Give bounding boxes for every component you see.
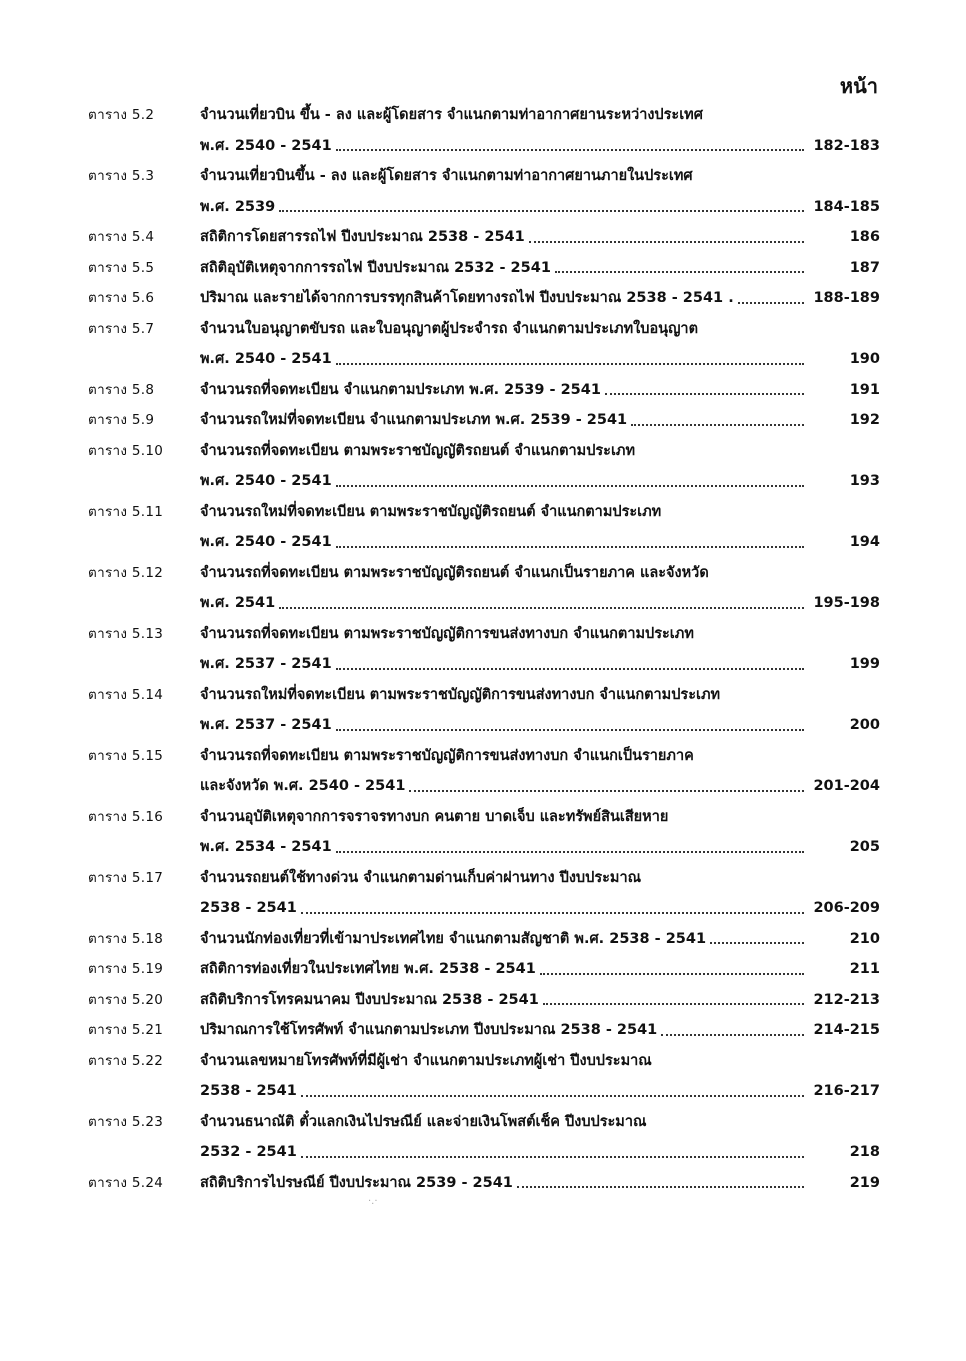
entry-title-continuation: และจังหวัด พ.ศ. 2540 - 2541 bbox=[200, 778, 406, 794]
entry-title: จำนวนรถที่จดทะเบียน ตามพระราชบัญญัติรถยนต์ จำแนกเป็นรายภาค และจังหวัด bbox=[200, 564, 709, 581]
toc-entry bbox=[88, 741, 880, 802]
toc-list bbox=[88, 100, 880, 1198]
dot-leader bbox=[529, 222, 804, 243]
entry-content bbox=[200, 863, 880, 924]
entry-title-continuation: 2532 - 2541 bbox=[200, 1144, 297, 1160]
table-number: ตาราง 5.11 bbox=[88, 503, 164, 520]
entry-content bbox=[200, 253, 880, 284]
entry-content bbox=[200, 924, 880, 955]
toc-entry bbox=[88, 405, 880, 436]
entry-title-continuation: พ.ศ. 2539 bbox=[200, 198, 276, 215]
dot-leader bbox=[710, 924, 804, 945]
dot-leader bbox=[279, 192, 804, 213]
dot-leader bbox=[301, 893, 804, 914]
entry-leader-line bbox=[200, 924, 880, 955]
entry-content bbox=[200, 741, 880, 802]
dot-leader bbox=[336, 527, 804, 548]
entry-title: ปริมาณการใช้โทรศัพท์ จำแนกตามประเภท ปีงบประมาณ 2538 - 2541 bbox=[200, 1022, 658, 1038]
entry-content bbox=[200, 619, 880, 680]
entry-content bbox=[200, 985, 880, 1016]
table-number: ตาราง 5.7 bbox=[88, 320, 155, 337]
table-number: ตาราง 5.20 bbox=[88, 991, 164, 1008]
entry-leader-line bbox=[200, 710, 880, 741]
page-number: 195-198 bbox=[813, 595, 880, 611]
dot-leader bbox=[301, 1137, 804, 1158]
table-number: ตาราง 5.15 bbox=[88, 747, 164, 764]
entry-leader-line bbox=[200, 1015, 880, 1046]
table-number: ตาราง 5.6 bbox=[88, 290, 155, 306]
entry-title: จำนวนรถยนต์ใช้ทางด่วน จำแนกตามด่านเก็บค่าผ่านทาง ปีงบประมาณ bbox=[200, 869, 642, 886]
table-number: ตาราง 5.8 bbox=[88, 381, 155, 398]
table-number: ตาราง 5.24 bbox=[88, 1174, 164, 1191]
entry-title-continuation: พ.ศ. 2541 bbox=[200, 595, 276, 611]
toc-entry bbox=[88, 802, 880, 863]
toc-entry bbox=[88, 954, 880, 985]
page-number: 193 bbox=[849, 473, 880, 489]
entry-leader-line bbox=[200, 527, 880, 558]
toc-entry bbox=[88, 436, 880, 497]
dot-leader bbox=[336, 344, 804, 365]
table-number: ตาราง 5.21 bbox=[88, 1022, 164, 1038]
entry-content bbox=[200, 405, 880, 436]
page-number: 192 bbox=[849, 412, 880, 428]
dot-leader bbox=[336, 649, 804, 670]
table-number: ตาราง 5.16 bbox=[88, 808, 164, 825]
table-number: ตาราง 5.5 bbox=[88, 259, 155, 276]
entry-content bbox=[200, 680, 880, 741]
table-number: ตาราง 5.19 bbox=[88, 961, 164, 977]
toc-entry bbox=[88, 619, 880, 680]
page-number: 199 bbox=[849, 656, 880, 672]
table-number: ตาราง 5.23 bbox=[88, 1113, 164, 1130]
entry-content bbox=[200, 497, 880, 558]
entry-leader-line bbox=[200, 954, 880, 985]
table-number: ตาราง 5.4 bbox=[88, 229, 155, 245]
entry-title-continuation: 2538 - 2541 bbox=[200, 900, 297, 916]
entry-title: สถิติการท่องเที่ยวในประเทศไทย พ.ศ. 2538 - 2541 bbox=[200, 961, 536, 977]
entry-title: จำนวนรถใหม่ที่จดทะเบียน ตามพระราชบัญญัติรถยนต์ จำแนกตามประเภท bbox=[200, 503, 662, 520]
entry-title: สถิติบริการไปรษณีย์ ปีงบประมาณ 2539 - 2541 bbox=[200, 1174, 513, 1191]
entry-leader-line bbox=[200, 253, 880, 284]
entry-content bbox=[200, 1015, 880, 1046]
entry-leader-line bbox=[200, 131, 880, 162]
entry-title: จำนวนรถที่จดทะเบียน ตามพระราชบัญญัติรถยนต์ จำแนกตามประเภท bbox=[200, 442, 636, 459]
table-number: ตาราง 5.10 bbox=[88, 442, 164, 459]
entry-leader-line bbox=[200, 283, 880, 314]
dot-leader bbox=[301, 1076, 804, 1097]
page-number: 214-215 bbox=[813, 1022, 880, 1038]
entry-content bbox=[200, 161, 880, 222]
entry-title: สถิติบริการโทรคมนาคม ปีงบประมาณ 2538 - 2541 bbox=[200, 991, 539, 1008]
entry-leader-line bbox=[200, 192, 880, 223]
entry-title: ปริมาณ และรายได้จากการบรรทุกสินค้าโดยทางรถไฟ ปีงบประมาณ 2538 - 2541 . bbox=[200, 290, 734, 306]
entry-content bbox=[200, 1107, 880, 1168]
entry-title-continuation: พ.ศ. 2537 - 2541 bbox=[200, 717, 332, 733]
entry-content bbox=[200, 436, 880, 497]
entry-leader-line bbox=[200, 771, 880, 802]
dot-leader bbox=[543, 985, 804, 1006]
entry-content bbox=[200, 283, 880, 314]
entry-title: สถิติอุบัติเหตุจากการรถไฟ ปีงบประมาณ 2532 - 2541 bbox=[200, 259, 551, 276]
page-number: 219 bbox=[849, 1174, 880, 1191]
entry-title-continuation: พ.ศ. 2540 - 2541 bbox=[200, 473, 332, 489]
entry-leader-line bbox=[200, 466, 880, 497]
entry-content bbox=[200, 802, 880, 863]
entry-leader-line bbox=[200, 1076, 880, 1107]
entry-title: จำนวนนักท่องเที่ยวที่เข้ามาประเทศไทย จำแนกตามสัญชาติ พ.ศ. 2538 - 2541 bbox=[200, 930, 707, 947]
entry-title: จำนวนรถที่จดทะเบียน ตามพระราชบัญญัติการขนส่งทางบก จำแนกตามประเภท bbox=[200, 625, 694, 642]
entry-leader-line bbox=[200, 375, 880, 406]
entry-title-continuation: พ.ศ. 2540 - 2541 bbox=[200, 351, 332, 367]
entry-content bbox=[200, 100, 880, 161]
page-number: 212-213 bbox=[813, 991, 880, 1008]
page-number: 218 bbox=[849, 1144, 880, 1160]
page-number: 205 bbox=[849, 839, 880, 855]
toc-entry bbox=[88, 283, 880, 314]
entry-content bbox=[200, 222, 880, 253]
entry-leader-line bbox=[200, 893, 880, 924]
dot-leader bbox=[555, 253, 804, 274]
table-number: ตาราง 5.9 bbox=[88, 412, 155, 428]
dot-leader bbox=[336, 832, 804, 853]
table-number: ตาราง 5.2 bbox=[88, 107, 155, 123]
entry-title-continuation: พ.ศ. 2540 - 2541 bbox=[200, 534, 332, 550]
page-number: 190 bbox=[849, 351, 880, 367]
toc-entry bbox=[88, 161, 880, 222]
toc-entry bbox=[88, 558, 880, 619]
table-number: ตาราง 5.18 bbox=[88, 930, 164, 947]
page-number: 187 bbox=[849, 259, 880, 276]
page-number: 211 bbox=[849, 961, 880, 977]
page-column-header: หน้า bbox=[839, 74, 878, 98]
table-number: ตาราง 5.17 bbox=[88, 869, 164, 886]
entry-title: จำนวนอุบัติเหตุจากการจราจรทางบก คนตาย บาดเจ็บ และทรัพย์สินเสียหาย bbox=[200, 808, 669, 825]
entry-title: จำนวนรถที่จดทะเบียน ตามพระราชบัญญัติการขนส่งทางบก จำแนกเป็นรายภาค bbox=[200, 747, 694, 764]
entry-leader-line bbox=[200, 985, 880, 1016]
page-number: 206-209 bbox=[813, 900, 880, 916]
toc-entry bbox=[88, 497, 880, 558]
toc-entry bbox=[88, 1168, 880, 1199]
toc-entry bbox=[88, 314, 880, 375]
entry-leader-line bbox=[200, 405, 880, 436]
toc-entry bbox=[88, 100, 880, 161]
dot-leader bbox=[336, 466, 804, 487]
dot-leader bbox=[336, 131, 804, 152]
entry-title-continuation: พ.ศ. 2537 - 2541 bbox=[200, 656, 332, 672]
entry-content bbox=[200, 954, 880, 985]
entry-content bbox=[200, 1168, 880, 1199]
page-number: 184-185 bbox=[813, 198, 880, 215]
page-number: 182-183 bbox=[813, 137, 880, 154]
entry-title-continuation: พ.ศ. 2534 - 2541 bbox=[200, 839, 332, 855]
page-number: 200 bbox=[849, 717, 880, 733]
toc-entry bbox=[88, 680, 880, 741]
entry-title-continuation: พ.ศ. 2540 - 2541 bbox=[200, 137, 332, 154]
entry-title: จำนวนรถใหม่ที่จดทะเบียน ตามพระราชบัญญัติการขนส่งทางบก จำแนกตามประเภท bbox=[200, 686, 721, 703]
entry-title: จำนวนธนาณัติ ตั๋วแลกเงินไปรษณีย์ และจ่ายเงินโพสต์เช็ค ปีงบประมาณ bbox=[200, 1113, 647, 1130]
entry-content bbox=[200, 558, 880, 619]
table-number: ตาราง 5.13 bbox=[88, 625, 164, 642]
entry-title: จำนวนเลขหมายโทรศัพท์ที่มีผู้เช่า จำแนกตามประเภทผู้เช่า ปีงบประมาณ bbox=[200, 1052, 652, 1069]
table-number: ตาราง 5.22 bbox=[88, 1052, 164, 1069]
page-number: 194 bbox=[849, 534, 880, 550]
entry-title-continuation: 2538 - 2541 bbox=[200, 1083, 297, 1099]
entry-content bbox=[200, 375, 880, 406]
table-number: ตาราง 5.12 bbox=[88, 564, 164, 581]
entry-leader-line bbox=[200, 649, 880, 680]
entry-content bbox=[200, 314, 880, 375]
entry-leader-line bbox=[200, 222, 880, 253]
table-number: ตาราง 5.14 bbox=[88, 686, 164, 703]
scan-speck: ·.· bbox=[368, 1196, 378, 1207]
entry-leader-line bbox=[200, 1137, 880, 1168]
dot-leader bbox=[631, 405, 804, 426]
toc-entry bbox=[88, 985, 880, 1016]
entry-content bbox=[200, 1046, 880, 1107]
entry-title: จำนวนรถที่จดทะเบียน จำแนกตามประเภท พ.ศ. 2539 - 2541 bbox=[200, 381, 601, 398]
dot-leader bbox=[279, 588, 804, 609]
toc-entry bbox=[88, 1107, 880, 1168]
dot-leader bbox=[336, 710, 804, 731]
dot-leader bbox=[605, 375, 804, 396]
toc-entry bbox=[88, 1015, 880, 1046]
entry-leader-line bbox=[200, 344, 880, 375]
entry-leader-line bbox=[200, 588, 880, 619]
dot-leader bbox=[661, 1015, 804, 1036]
page-number: 216-217 bbox=[813, 1083, 880, 1099]
dot-leader bbox=[409, 771, 804, 792]
toc-entry bbox=[88, 1046, 880, 1107]
toc-entry bbox=[88, 253, 880, 284]
page-number: 188-189 bbox=[813, 290, 880, 306]
entry-leader-line bbox=[200, 1168, 880, 1199]
entry-title: จำนวนใบอนุญาตขับรถ และใบอนุญาตผู้ประจำรถ จำแนกตามประเภทใบอนุญาต bbox=[200, 320, 698, 337]
dot-leader bbox=[540, 954, 804, 975]
entry-leader-line bbox=[200, 832, 880, 863]
toc-entry bbox=[88, 375, 880, 406]
toc-entry bbox=[88, 863, 880, 924]
page-number: 191 bbox=[849, 381, 880, 398]
page-number: 201-204 bbox=[813, 778, 880, 794]
dot-leader bbox=[517, 1168, 804, 1189]
table-number: ตาราง 5.3 bbox=[88, 168, 155, 184]
page-number: 186 bbox=[849, 229, 880, 245]
entry-title: จำนวนรถใหม่ที่จดทะเบียน จำแนกตามประเภท พ.ศ. 2539 - 2541 bbox=[200, 412, 628, 428]
toc-entry bbox=[88, 222, 880, 253]
entry-title: จำนวนเที่ยวบินขึ้น - ลง และผู้โดยสาร จำแนกตามท่าอากาศยานภายในประเทศ bbox=[200, 168, 693, 184]
entry-title: จำนวนเที่ยวบิน ขึ้น - ลง และผู้โดยสาร จำแนกตามท่าอากาศยานระหว่างประเทศ bbox=[200, 107, 703, 123]
page-number: 210 bbox=[849, 930, 880, 947]
entry-title: สถิติการโดยสารรถไฟ ปีงบประมาณ 2538 - 2541 bbox=[200, 229, 525, 245]
dot-leader bbox=[738, 283, 804, 304]
toc-entry bbox=[88, 924, 880, 955]
